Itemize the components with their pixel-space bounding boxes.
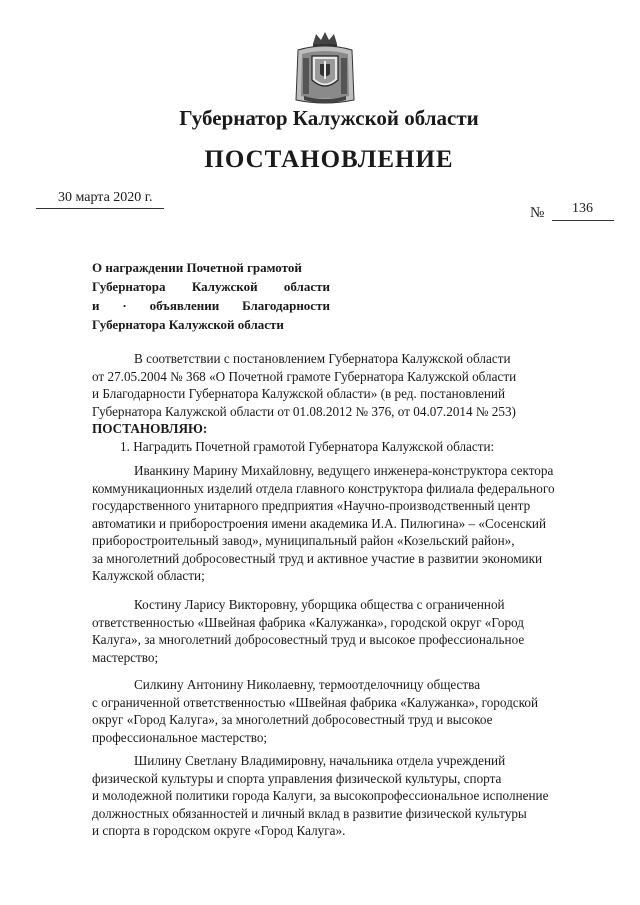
awardee-line: Силкину Антонину Николаевну, термоотделочницу общества <box>134 677 481 692</box>
subject-line: Губернатора Калужской области <box>92 317 284 332</box>
awardee-line: за многолетний добросовестный труд и активное участие в развитии экономики <box>92 550 543 566</box>
coat-of-arms-icon <box>294 30 356 106</box>
awardee-line: Калуга», за многолетний добросовестный труд и высокое профессиональное <box>92 632 525 647</box>
awardee-line: автоматики и приборостроения имени академика И.А. Пилюгина» – «Сосенский <box>92 515 546 531</box>
number-label: № <box>530 205 545 221</box>
subject-word: Губернатора <box>92 279 166 294</box>
document-subject <box>92 258 330 334</box>
subject-word: области <box>283 279 330 294</box>
preamble-line: и Благодарности Губернатора Калужской области» (в ред. постановлений <box>92 386 505 401</box>
subject-line <box>92 277 330 296</box>
awardee-line: физической культуры и спорта управления физической культуры, спорта <box>92 770 502 786</box>
subject-word: объявлении <box>149 298 220 313</box>
awardee-paragraph-4 <box>92 752 600 840</box>
awardee-paragraph-3 <box>92 676 600 746</box>
awardee-line: профессиональное мастерство; <box>92 729 268 745</box>
awardee-line: ответственностью «Швейная фабрика «Калужанка», городской округ «Город <box>92 614 524 630</box>
awardee-line: Калужской области; <box>92 568 205 583</box>
item-1: 1. Наградить Почетной грамотой Губернатора Калужской области: <box>120 438 495 454</box>
number-underline <box>552 220 614 221</box>
preamble-paragraph <box>92 350 600 455</box>
awardee-line: с ограниченной ответственностью «Швейная фабрика «Калужанка», городской <box>92 694 539 710</box>
awardee-line: должностных обязанностей и личный вклад в развитие физической культуры <box>92 805 527 821</box>
issuing-authority: Губернатор Калужской области <box>179 106 479 130</box>
preamble-line: от 27.05.2004 № 368 «О Почетной грамоте Губернатора Калужской области <box>92 368 517 384</box>
awardee-paragraph-2 <box>92 596 600 666</box>
awardee-line: государственного унитарного предприятия «Научно-производственный центр <box>92 498 531 513</box>
subject-word: Калужской <box>191 279 258 294</box>
subject-word: Благодарности <box>242 298 330 313</box>
awardee-line: Костину Ларису Викторовну, уборщика общества с ограниченной <box>134 597 505 612</box>
subject-line <box>92 296 330 315</box>
preamble-line: Губернатора Калужской области от 01.08.2012 № 376, от 04.07.2014 № 253) <box>92 403 516 419</box>
awardee-line: и молодежной политики города Калуги, за высокопрофессиональное исполнение <box>92 788 549 803</box>
awardee-line: Иванкину Марину Михайловну, ведущего инженера-конструктора сектора <box>134 463 554 478</box>
awardee-paragraph-1 <box>92 462 600 585</box>
subject-word: · <box>122 298 127 313</box>
date-underline <box>36 208 164 209</box>
awardee-line: мастерство; <box>92 649 159 665</box>
preamble-line: В соответствии с постановлением Губернатора Калужской области <box>134 351 511 366</box>
awardee-line: Шилину Светлану Владимировну, начальника отдела учреждений <box>134 753 506 768</box>
subject-line: О награждении Почетной грамотой <box>92 260 302 275</box>
awardee-line: округ «Город Калуга», за многолетний добросовестный труд и высокое <box>92 712 493 727</box>
awardee-line: приборостроительный завод», муниципальный район «Козельский район», <box>92 533 515 548</box>
awardee-line: и спорта в городском округе «Город Калуга». <box>92 823 346 838</box>
document-number: 136 <box>572 201 593 216</box>
coat-of-arms-emblem <box>294 30 356 106</box>
document-date: 30 марта 2020 г. <box>58 190 153 205</box>
awardee-line: коммуникационных изделий отдела главного конструктора филиала федерального <box>92 480 555 496</box>
decree-word: ПОСТАНОВЛЯЮ: <box>92 421 208 436</box>
document-type-title: ПОСТАНОВЛЕНИЕ <box>204 146 454 173</box>
subject-word: и <box>92 298 100 313</box>
